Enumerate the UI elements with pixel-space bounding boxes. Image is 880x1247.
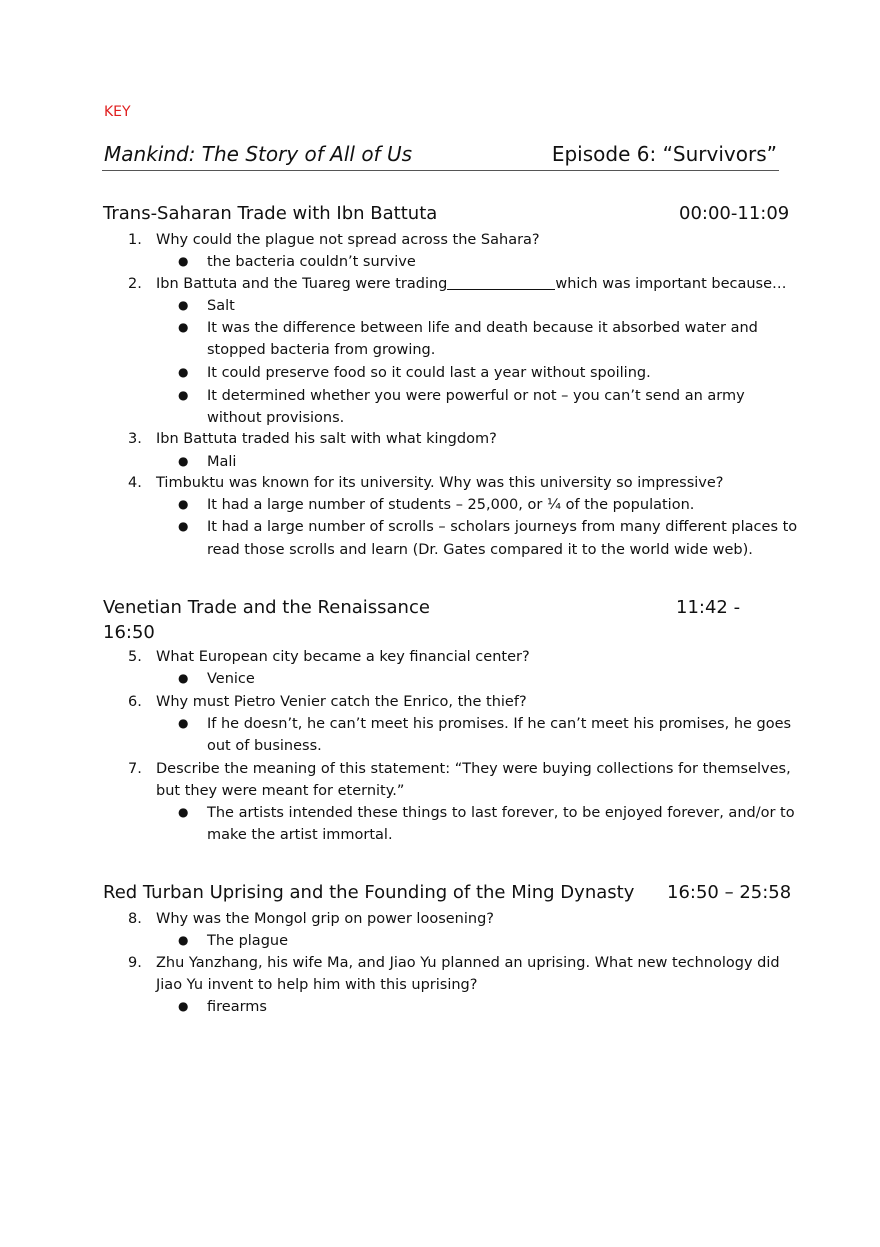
- section-title: Red Turban Uprising and the Founding of the Ming Dynasty: [103, 882, 635, 903]
- answer-text: Venice: [207, 671, 255, 687]
- answer-text: It had a large number of students – 25,000, or ¼ of the population.: [207, 497, 695, 513]
- question-continuation: Jiao Yu invent to help him with this uprising?: [156, 977, 478, 993]
- question-text: Timbuktu was known for its university. Why was this university so impressive?: [156, 475, 724, 491]
- question-text: Zhu Yanzhang, his wife Ma, and Jiao Yu planned an uprising. What new technology did: [156, 955, 780, 971]
- bullet-icon: ●: [178, 454, 189, 468]
- question: [128, 761, 791, 777]
- question-number: 2.: [128, 276, 142, 292]
- question: [128, 475, 723, 491]
- answer-text: Salt: [207, 298, 235, 314]
- question-number: 4.: [128, 475, 142, 491]
- bullet-icon: ●: [178, 999, 189, 1013]
- answer-text: It was the difference between life and death because it absorbed water and: [207, 320, 758, 336]
- answer: [178, 454, 236, 470]
- answer: [178, 519, 797, 535]
- answer-continuation: read those scrolls and learn (Dr. Gates compared it to the world wide web).: [207, 542, 753, 558]
- question-text: Why could the plague not spread across the Sahara?: [156, 232, 540, 248]
- section-time: 00:00-11:09: [679, 203, 790, 224]
- answer: [178, 999, 267, 1015]
- answer: [178, 320, 758, 336]
- question-continuation: but they were meant for eternity.”: [156, 783, 405, 799]
- section-time: 16:50: [103, 622, 155, 643]
- answer: [178, 716, 791, 732]
- question: [128, 649, 530, 665]
- series-title: Mankind: The Story of All of Us: [104, 142, 413, 166]
- bullet-icon: ●: [178, 254, 189, 268]
- answer-text: It determined whether you were powerful or not – you can’t send an army: [207, 388, 745, 404]
- bullet-icon: ●: [178, 805, 189, 819]
- answer: [178, 805, 795, 821]
- answer: [178, 365, 651, 381]
- answer: [178, 254, 416, 270]
- bullet-icon: ●: [178, 320, 189, 334]
- answer-text: the bacteria couldn’t survive: [207, 254, 416, 270]
- answer-text: The plague: [207, 933, 289, 949]
- answer: [178, 388, 745, 404]
- answer-text: firearms: [207, 999, 267, 1015]
- question-text: Ibn Battuta and the Tuareg were trading: [156, 276, 448, 292]
- question-text: Ibn Battuta traded his salt with what kingdom?: [156, 431, 497, 447]
- bullet-icon: ●: [178, 365, 189, 379]
- bullet-icon: ●: [178, 716, 189, 730]
- section-title: Trans-Saharan Trade with Ibn Battuta: [103, 203, 438, 224]
- question-number: 3.: [128, 431, 142, 447]
- question-text: Describe the meaning of this statement: “They were buying collections for themselves,: [156, 761, 791, 777]
- question-number: 6.: [128, 694, 142, 710]
- question-text: What European city became a key financial center?: [156, 649, 530, 665]
- question-text: Why was the Mongol grip on power loosening?: [156, 911, 494, 927]
- answer: [178, 671, 255, 687]
- question: [128, 911, 494, 927]
- question: [128, 232, 540, 248]
- answer: [178, 933, 288, 949]
- question: [128, 694, 527, 710]
- bullet-icon: ●: [178, 497, 189, 511]
- answer-text: It had a large number of scrolls – scholars journeys from many different places to: [207, 519, 798, 535]
- question: [128, 431, 497, 447]
- answer: [178, 298, 235, 314]
- bullet-icon: ●: [178, 388, 189, 402]
- question-number: 8.: [128, 911, 142, 927]
- fill-in-blank: [447, 275, 555, 290]
- question-text: Why must Pietro Venier catch the Enrico, the thief?: [156, 694, 527, 710]
- answer-continuation: out of business.: [207, 738, 322, 754]
- answer-continuation: without provisions.: [207, 410, 345, 426]
- answer-continuation: stopped bacteria from growing.: [207, 342, 436, 358]
- answer-text: The artists intended these things to last forever, to be enjoyed forever, and/or to: [207, 805, 795, 821]
- question: [128, 955, 780, 971]
- bullet-icon: ●: [178, 933, 189, 947]
- question-number: 5.: [128, 649, 142, 665]
- bullet-icon: ●: [178, 671, 189, 685]
- answer-text: If he doesn’t, he can’t meet his promises. If he can’t meet his promises, he goes: [207, 716, 792, 732]
- section-title: Venetian Trade and the Renaissance: [103, 597, 430, 618]
- question-number: 7.: [128, 761, 142, 777]
- question-number: 9.: [128, 955, 142, 971]
- section-time: 11:42 -: [676, 597, 741, 618]
- bullet-icon: ●: [178, 298, 189, 312]
- episode-title: Episode 6: “Survivors”: [551, 142, 777, 166]
- question-number: 1.: [128, 232, 142, 248]
- key-label: KEY: [104, 104, 131, 120]
- worksheet-header: [102, 140, 779, 171]
- answer: [178, 497, 694, 513]
- answer-text: It could preserve food so it could last a year without spoiling.: [207, 365, 651, 381]
- answer-text: Mali: [207, 454, 237, 470]
- bullet-icon: ●: [178, 519, 189, 533]
- section-time: 16:50 – 25:58: [667, 882, 792, 903]
- answer-continuation: make the artist immortal.: [207, 827, 393, 843]
- question: [128, 275, 787, 292]
- question-text: which was important because…: [555, 276, 787, 292]
